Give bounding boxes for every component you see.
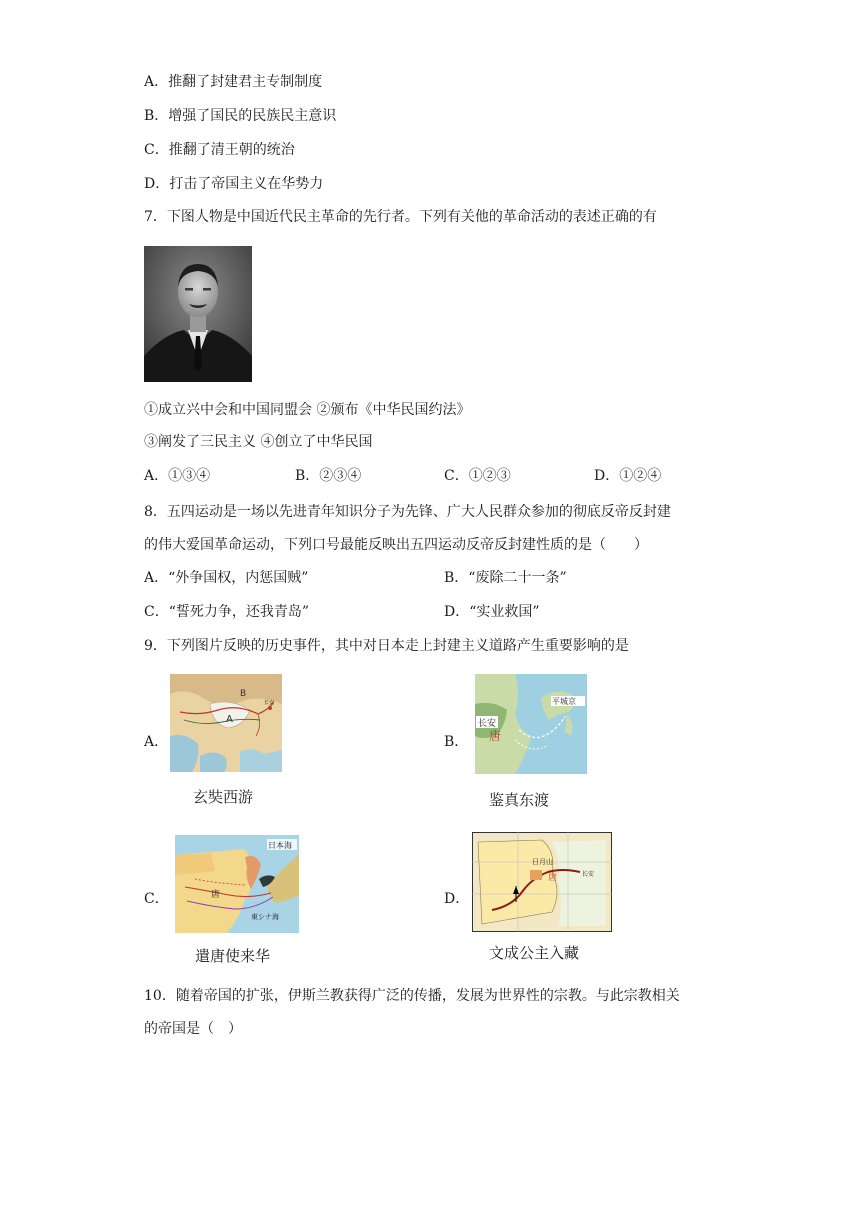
q9-option-b-label: B． <box>444 734 469 750</box>
map-japanese-envoys <box>175 835 299 933</box>
q9-option-c-caption: 遣唐使来华 <box>195 947 271 965</box>
map-c-label-tang: 唐 <box>211 890 221 900</box>
q8-stem-line2: 的伟大爱国革命运动，下列口号最能反映出五四运动反帝反封建性质的是（ ） <box>144 537 648 553</box>
q6-option-b: B．增强了国民的民族民主意识 <box>144 108 337 124</box>
q8-option-a: A．“外争国权，内惩国贼” <box>144 570 309 586</box>
map-princess-wencheng <box>472 832 612 932</box>
q9-option-b-caption: 鉴真东渡 <box>489 791 550 809</box>
map-jianzhen-voyage <box>475 674 587 774</box>
map-a-label-changan: 长安 <box>264 700 275 706</box>
q6-option-a: A．推翻了封建君主专制制度 <box>144 74 323 90</box>
q8-stem-line1: 8．五四运动是一场以先进青年知识分子为先锋、广大人民群众参加的彻底反帝反封建 <box>144 504 671 520</box>
q10-stem-line2: 的帝国是（ ） <box>144 1021 242 1037</box>
q7-option-c: C．①②③ <box>444 468 511 484</box>
q9-option-d-caption: 文成公主入藏 <box>489 944 580 962</box>
q10-stem-line1: 10．随着帝国的扩张，伊斯兰教获得广泛的传播，发展为世界性的宗教。与此宗教相关 <box>144 988 680 1004</box>
map-d-label-riyue-mountain: 日月山 <box>532 858 553 866</box>
map-b-label-heijokyo: 平城京 <box>552 697 576 706</box>
q8-option-c: C．“誓死力争，还我青岛” <box>144 604 310 620</box>
map-c-label-east-china-sea: 東シナ海 <box>251 913 279 921</box>
map-a-label-b: B <box>240 689 247 699</box>
map-d-label-changan: 长安 <box>582 871 595 878</box>
portrait-photo <box>144 246 252 382</box>
q6-option-c: C．推翻了清王朝的统治 <box>144 142 295 158</box>
q9-option-c-label: C． <box>144 891 169 907</box>
q6-option-d: D．打击了帝国主义在华势力 <box>144 176 324 192</box>
q8-option-b: B．“废除二十一条” <box>444 570 567 586</box>
map-d-label-tang: 唐 <box>548 873 558 883</box>
map-b-label-tang: 唐 <box>489 729 502 743</box>
q9-stem: 9．下列图片反映的历史事件，其中对日本走上封建主义道路产生重要影响的是 <box>144 638 629 654</box>
map-b-label-changan: 长安 <box>478 719 497 729</box>
q7-option-b: B．②③④ <box>295 468 362 484</box>
q9-option-a-caption: 玄奘西游 <box>193 788 254 806</box>
q9-option-d-label: D． <box>444 891 470 907</box>
q8-option-d: D．“实业救国” <box>444 604 540 620</box>
q7-item-line1: ①成立兴中会和中国同盟会 ②颁布《中华民国约法》 <box>144 402 471 418</box>
map-a-label-a: A <box>226 714 233 725</box>
q9-option-a-label: A． <box>144 734 169 750</box>
q7-option-d: D．①②④ <box>594 468 662 484</box>
q7-stem: 7．下图人物是中国近代民主革命的先行者。下列有关他的革命活动的表述正确的有 <box>144 209 657 225</box>
map-xuanzang-journey <box>170 674 282 772</box>
q7-option-a: A．①③④ <box>144 468 211 484</box>
map-c-label-sea-of-japan: 日本海 <box>268 841 292 850</box>
q7-item-line2: ③阐发了三民主义 ④创立了中华民国 <box>144 434 373 450</box>
